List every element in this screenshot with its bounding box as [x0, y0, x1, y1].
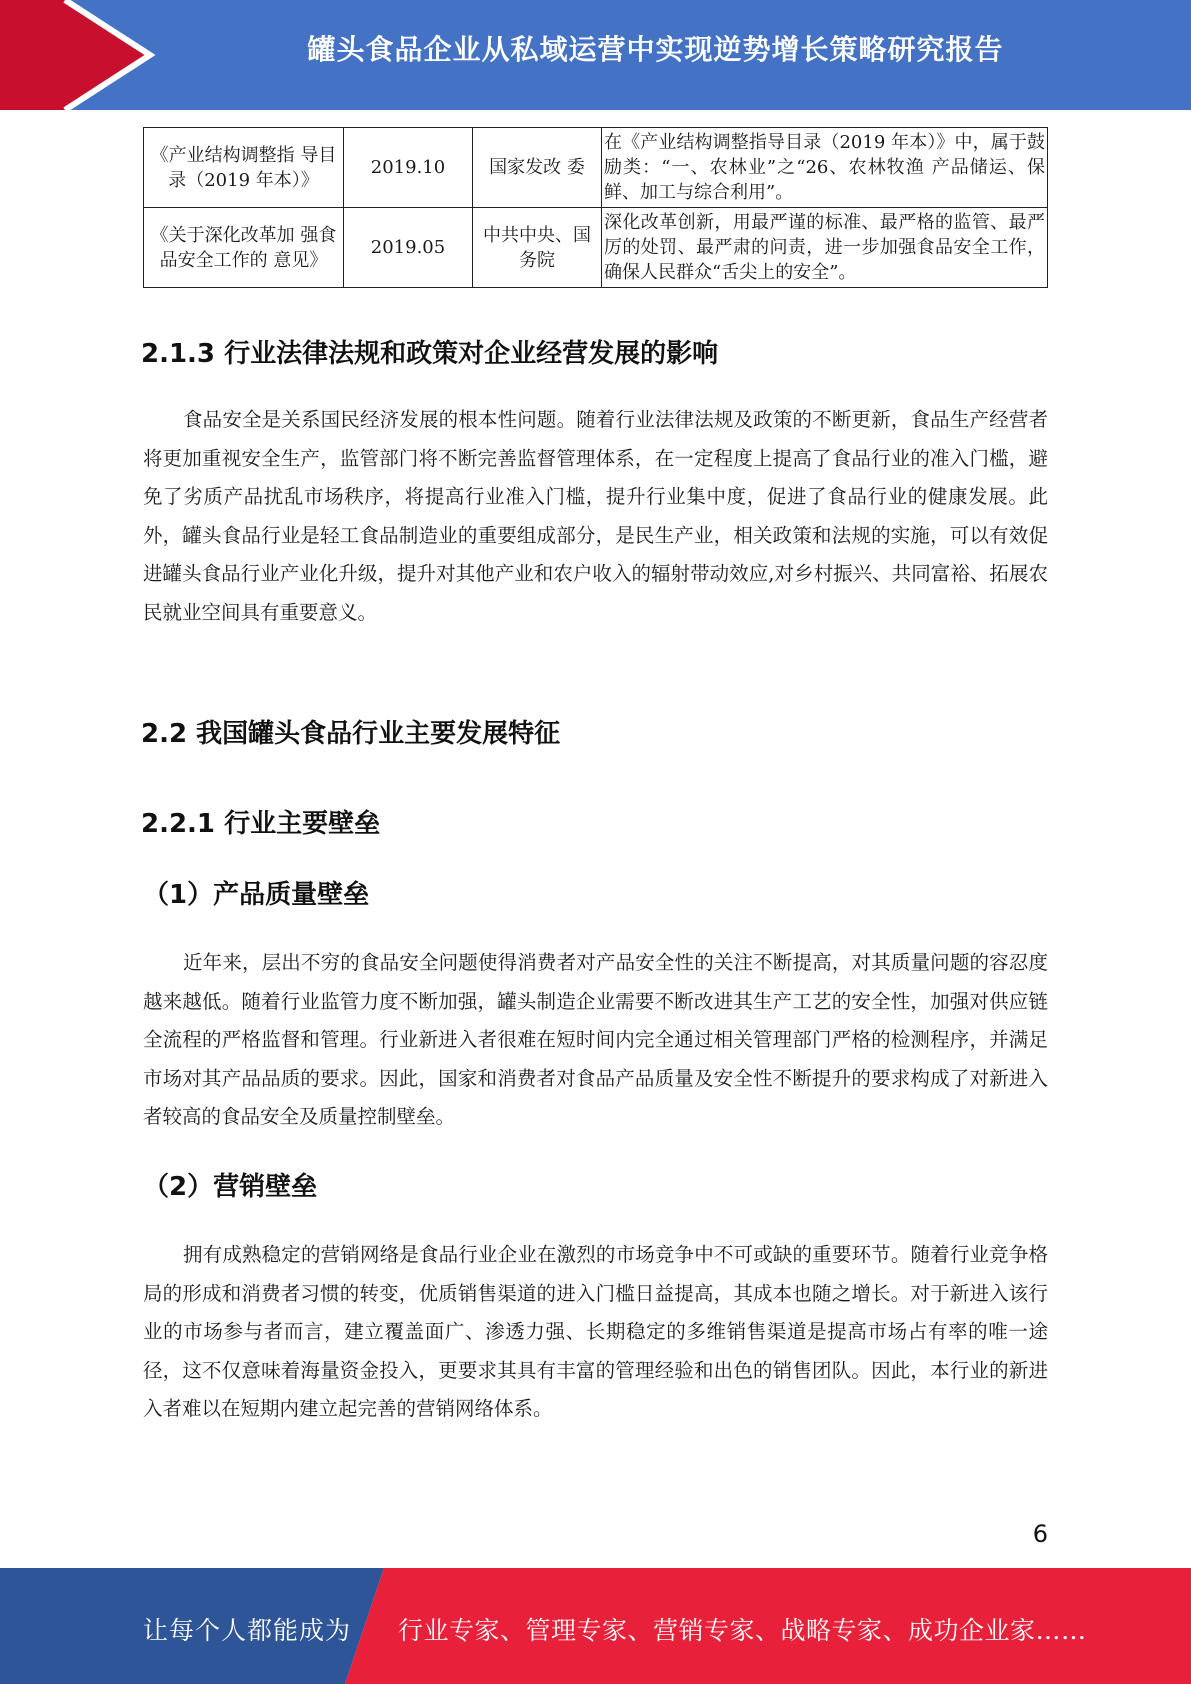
table-row — [144, 128, 1048, 208]
policy-dept-cell: 国家发改 委 — [473, 128, 602, 208]
policy-date-cell: 2019.05 — [344, 208, 473, 288]
policy-name-cell: 《关于深化改革加 强食品安全工作的 意见》 — [144, 208, 344, 288]
report-title: 罐头食品企业从私域运营中实现逆势增长策略研究报告 — [307, 33, 1004, 66]
footer-slogan-left: 让每个人都能成为 — [143, 1616, 352, 1645]
page-footer — [0, 1568, 1191, 1684]
footer-slogan-right: 行业专家、管理专家、营销专家、战略专家、成功企业家…… — [398, 1616, 1087, 1645]
section-heading-2-1-3: 2.1.3 行业法律法规和政策对企业经营发展的影响 — [141, 339, 719, 369]
section-heading-2-2-1: 2.2.1 行业主要壁垒 — [141, 809, 381, 839]
policy-date-cell: 2019.10 — [344, 128, 473, 208]
page-header — [0, 0, 1191, 110]
policy-name-cell: 《产业结构调整指 导目录（2019 年本）》 — [144, 128, 344, 208]
section-paragraph: 拥有成熟稳定的营销网络是食品行业企业在激烈的市场竞争中不可或缺的重要环节。随着行业竞争格局的形成和消费者习惯的转变，优质销售渠道的进入门槛日益提高，其成本也随之增长。对于新进入该行业的市场参与者而言，建立覆盖面广、渗透力强、长期稳定的多维销售渠道是提高市场占有率的唯一途径，这不仅意味着海量资金投入，更要求其具有丰富的管理经验和出色的销售团队。因此，本行业的新进入者难以在短期内建立起完善的营销网络体系。 — [143, 1243, 1048, 1420]
policy-desc-cell: 在《产业结构调整指导目录（2019 年本）》中，属于鼓励类：“一、农林业”之“26、农林牧渔 产品储运、保鲜、加工与综合利用”。 — [602, 128, 1048, 208]
policy-table — [143, 127, 1048, 288]
subheading-quality-barrier: （1）产品质量壁垒 — [143, 880, 370, 910]
section-paragraph: 食品安全是关系国民经济发展的根本性问题。随着行业法律法规及政策的不断更新，食品生产经营者将更加重视安全生产，监管部门将不断完善监督管理体系，在一定程度上提高了食品行业的准入门槛，避免了劣质产品扰乱市场秩序，将提高行业准入门槛，提升行业集中度，促进了食品行业的健康发展。此外，罐头食品行业是轻工食品制造业的重要组成部分，是民生产业，相关政策和法规的实施，可以有效促进罐头食品行业产业化升级，提升对其他产业和农户收入的辐射带动效应,对乡村振兴、共同富裕、拓展农民就业空间具有重要意义。 — [143, 408, 1048, 624]
section-paragraph: 近年来，层出不穷的食品安全问题使得消费者对产品安全性的关注不断提高，对其质量问题的容忍度越来越低。随着行业监管力度不断加强，罐头制造企业需要不断改进其生产工艺的安全性，加强对供应链全流程的严格监督和管理。行业新进入者很难在短时间内完全通过相关管理部门严格的检测程序，并满足市场对其产品品质的要求。因此，国家和消费者对食品产品质量及安全性不断提升的要求构成了对新进入者较高的食品安全及质量控制壁垒。 — [143, 951, 1048, 1128]
page-number: 6 — [1032, 1520, 1048, 1548]
table-row — [144, 208, 1048, 288]
subheading-marketing-barrier: （2）营销壁垒 — [143, 1172, 318, 1202]
section-heading-2-2: 2.2 我国罐头食品行业主要发展特征 — [141, 719, 561, 749]
policy-dept-cell: 中共中央、国务院 — [473, 208, 602, 288]
policy-desc-cell: 深化改革创新，用最严谨的标准、最严格的监管、最严厉的处罚、最严肃的问责，进一步加强食品安全工作，确保人民群众“舌尖上的安全”。 — [602, 208, 1048, 288]
